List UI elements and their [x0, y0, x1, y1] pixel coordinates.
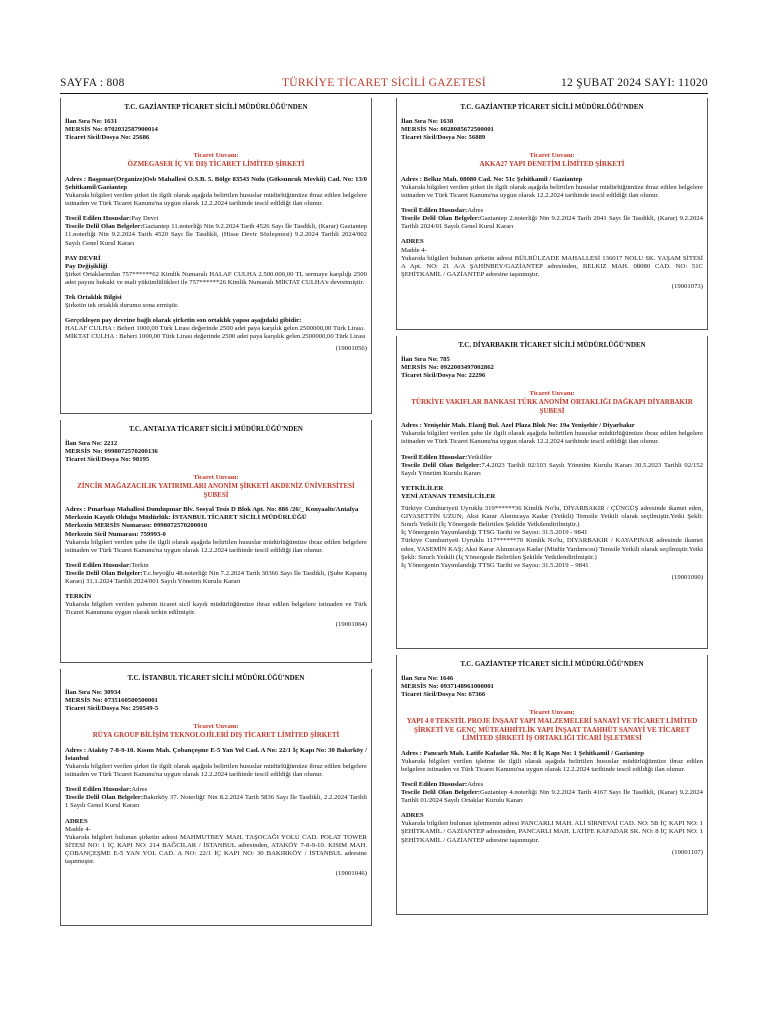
trade-name-label: Ticaret Unvanı: — [193, 152, 239, 160]
registered-matters: Tescil Edilen Hususlar:Terkin — [65, 561, 149, 569]
left-column — [60, 98, 372, 926]
subsection-heading: Tek Ortaklık Bilgisi — [65, 294, 122, 301]
company-address: Adres : Pancarlı Mah. Latife Kafadar Sk. No: 8 İç Kapı No: 1 Şehitkamil / Gaziantep — [401, 749, 644, 757]
mersis-no: MERSİS No: 0937148961000001 — [401, 683, 494, 691]
notice-meta — [401, 118, 703, 142]
partner-structure-heading: Gerçekleşen pay devrine bağlı olarak şirketin son ortaklık yapısı aşağıdaki gibidir: — [65, 317, 302, 325]
subsection-heading: Pay Değişikliği — [65, 262, 108, 270]
registered-matters: Tescil Edilen Hususlar:Adres — [65, 786, 148, 794]
notice-meta — [401, 675, 703, 699]
evidence-documents: Tescile Delil Olan Belgeler:T.c.beyoğlu 48.noterliği Nin 7.2.2024 Tarih 30366 Sayı İle Tasdikli, (Şube Kapanış Kararı) 31.1.2024 Tarihli 2024/001 Sayılı Yönetim Kurulu Kararı — [65, 569, 367, 586]
company-address: Adres : Yenişehir Mah. Elazığ Bul. Azel Plaza Blok No: 19a Yenişehir / Diyarbakır — [401, 422, 635, 430]
issue-date: 12 ŞUBAT 2024 SAYI: 11020 — [560, 77, 708, 89]
notice-intro: Yukarıda bilgileri verilen şirket ile ilgili olarak aşağıda belirtilen hususlar müdürlüğümüze ibraz edilen belgelere istinaden ve Türk Ticaret Kanunu'na uygun olarak 12.2.2024 tarihinde tescil edildiği ilan olunur. — [401, 183, 703, 200]
notice-intro: Yukarıda bilgileri verilen şirket ile ilgili olarak aşağıda belirtilen hususlar müdürlüğümüze ibraz edilen belgelere istinaden ve Türk Ticaret Kanunu'na uygun olarak 12.2.2024 tarihinde tescil edildiği ilan olunur. — [65, 192, 367, 208]
trade-name-label: Ticaret Unvanı: — [193, 723, 239, 731]
directive-reference: İç Yönergenin Yayımlandığı TTSG Tarihi ve Sayısı: 31.5.2019 - 9841 — [401, 529, 588, 537]
head-office-sicil: Merkezin Sicil Numarası: 759993-0 — [65, 530, 166, 538]
company-address: Adres : Belkız Mah. 08080 Cad. No: 51c Şehitkamil / Gaziantep — [401, 175, 583, 183]
registered-matters: Tescil Edilen Hususlar:Pay Devri — [65, 215, 159, 223]
address-change-text: Yukarıda bilgileri bulunan şirketin adresi MAHMUTBEY MAH. TAŞOCAĞI YOLU CAD. POLAT TOWER SİTESİ NO: 1 İÇ KAPI NO: 214 BAĞCILAR / İSTANBUL adresinden, ATAKÖY 7-8-9-10. KISIM MAH. ÇOBANÇEŞME E-5 YAN YOL CAD. A NO: 22/1 İÇ KAPI NO: 30 BAKIRKÖY / İSTANBUL adresine taşınmıştır. — [65, 833, 367, 865]
notice-intro: Yukarıda bilgileri verilen şube ile ilgili olarak aşağıda belirtilen hususlar müdürlüğümüze ibraz edilen belgelere istinaden ve Türk Ticaret Kanunu'na uygun olarak 12.2.2024 tarihinde tescil edildiği ilan olunur. — [65, 538, 367, 554]
page-header — [60, 77, 708, 97]
trade-name-label: Ticaret Unvanı: — [529, 152, 575, 160]
ilan-sira-no: İlan Sıra No: 1646 — [401, 675, 454, 683]
sicil-no: Ticaret Sicil/Dosya No: 56889 — [401, 134, 486, 142]
notice-intro: Yukarıda bilgileri verilen şirket ile ilgili olarak aşağıda belirtilen hususlar müdürlüğümüze ibraz edilen belgelere istinaden ve Türk Ticaret Kanunu'na uygun olarak 12.2.2024 tarihinde tescil edildiği ilan olunur. — [65, 763, 367, 779]
partner-entry: MİKTAT CULHA : Beheri 1000,00 Türk Lirası değerinde 2500 adet paya karşılık gelen 2500000,00 Türk Lirası — [65, 333, 366, 341]
representative-entry: Türkiye Cumhuriyeti Uyruklu 117******70 Kimlik No'lu, DİYARBAKIR / KAYAPINAR adresinde ikamet eden, YASEMİN KAŞ; Aksi Karar Alınıncaya Kadar (Müdür Yardımcısı) Temsile Yetkili olarak seçilmiştir.Yetki Şekli: Sınırlı Yetkili (İç Yönergede Belirtilen Şekilde Yetkilendirilmiştir.) — [401, 537, 703, 561]
section-heading: PAY DEVRİ — [65, 254, 101, 262]
subsection-heading: YENİ ATANAN TEMSİLCİLER — [401, 492, 496, 500]
section-heading: ADRES — [65, 817, 88, 825]
section-heading: YETKİLİLER — [401, 484, 444, 492]
notice-reference: (19001056) — [335, 345, 367, 353]
section-heading: ADRES — [401, 812, 424, 820]
company-name: ÖZMEGASER İÇ VE DIŞ TİCARET LİMİTED ŞİRKETİ — [127, 160, 305, 169]
notice-meta — [401, 356, 703, 380]
section-heading: TERKİN — [65, 593, 92, 601]
mersis-no: MERSİS No: 0735160500500001 — [65, 697, 158, 705]
article-label: Madde 4- — [65, 825, 91, 833]
sicil-no: Ticaret Sicil/Dosya No: 250549-5 — [65, 705, 159, 713]
notice-meta — [65, 440, 367, 464]
address-change-text: Yukarıda bilgileri bulunan şirketin adresi BÜLBÜLZADE MAHALLESİ 136017 NOLU SK. YAŞAM SİTESİ A Apt. NO: 21 A/A ŞAHİNBEY/GAZİANTEP adresinden, BELKIZ MAH. 08080 CAD. NO: 51C ŞEHİTKAMİL / GAZİANTEP adresine taşınmıştır. — [401, 254, 703, 278]
directive-reference: İç Yönergenin Yayımlandığı TTSG Tarihi ve Sayısı: 31.5.2019 – 9841 — [401, 561, 589, 569]
registry-office-title: T.C. GAZİANTEP TİCARET SİCİLİ MÜDÜRLÜĞÜ'NDEN — [460, 103, 644, 111]
sicil-no: Ticaret Sicil/Dosya No: 98195 — [65, 456, 150, 464]
company-name: AKKA27 YAPI DENETİM LİMİTED ŞİRKETİ — [479, 160, 625, 169]
registry-office-title: T.C. GAZİANTEP TİCARET SİCİLİ MÜDÜRLÜĞÜ'NDEN — [124, 103, 308, 111]
trade-name-label: Ticaret Unvanı: — [529, 709, 575, 717]
notice-ruya-group — [60, 669, 372, 926]
notice-intro: Yukarıda bilgileri verilen şube ile ilgili olarak aşağıda belirtilen hususlar müdürlüğümüze ibraz edilen belgelere istinaden ve Türk Ticaret Kanunu'na uygun olarak 12.2.2024 tarihinde tescil edildiği ilan olunur. — [401, 430, 703, 446]
evidence-documents: Tescile Delil Olan Belgeler:Gaziantep 11.noterliği Nin 9.2.2024 Tarih 4526 Sayı İle Tasdikli, (Karar) Gaziantep 11.noterliği Nin 9.2.2024 Tarih 4520 Sayı İle Tasdikli, (Hisse Devir Sözleşmesi) 9.2.2024 Tarihli 2024/002 Sayılı Genel Kurul Kararı — [65, 223, 368, 247]
share-transfer-text: Şirket Ortaklarından 757******62 Kimlik Numaralı HALAF CULHA 2.500.000,00 TL sermaye karşılığı 2500 adet payını hukuki ve mali yükümlülükleri ile 757******26 Kimlik Numaralı MİKTAT CULHA'e devretmiştir. — [65, 270, 367, 286]
company-address: Adres : Ataköy 7-8-9-10. Kısım Mah. Çobançeşme E-5 Yan Yol Cad. A No: 22/1 İç Kapı No: 30 Bakırköy / İstanbul — [65, 746, 367, 762]
evidence-documents: Tescile Delil Olan Belgeler:Gaziantep 4.noterliği Nin 9.2.2024 Tarih 4167 Sayı İle Tasdikli, (Karar) 9.2.2024 Tarihli 01/2024 Sayılı Ortaklar Kurulu Kararı — [401, 789, 703, 805]
company-name: TÜRKİYE VAKIFLAR BANKASI TÜRK ANONİM ORTAKLIĞI DAĞKAPI DİYARBAKIR ŞUBESİ — [411, 398, 693, 415]
notice-reference: (19001064) — [335, 621, 367, 629]
page-number: SAYFA : 808 — [60, 77, 125, 89]
sole-partnership-text: Şirketin tek ortaklık durumu sona ermiştir. — [65, 302, 179, 310]
notice-vakifbank — [396, 336, 708, 649]
registry-office-title: T.C. İSTANBUL TİCARET SİCİLİ MÜDÜRLÜĞÜ'NDEN — [127, 674, 305, 682]
notice-reference: (19001107) — [672, 848, 703, 856]
mersis-no: MERSİS No: 0028085672500001 — [401, 126, 494, 134]
address-change-text: Yukarıda bilgileri bulunan işletmenin adresi PANCARLI MAH. ALİ SİRNEVAİ CAD. NO: 5B İÇ KAPI NO: 1 ŞEHİTKAMİL / GAZİANTEP adresinden, PANCARLI MAH. LATİFE KAFADAR SK. NO: 8 İÇ KAPI NO: 1 ŞEHİTKAMİL / GAZİANTEP adresine taşınmıştır. — [401, 820, 703, 844]
mersis-no: MERSİS No: 0998072570200136 — [65, 448, 158, 456]
section-heading: ADRES — [401, 238, 424, 246]
sicil-no: Ticaret Sicil/Dosya No: 25686 — [65, 134, 150, 142]
trade-name-label: Ticaret Unvanı: — [529, 390, 575, 398]
deregistration-text: Yukarıda bilgileri verilen şubenin ticaret sicil kaydı müdürlüğümüze ibraz edilen belgelere istinaden ve Türk Ticaret Kanununa uygun olarak terkin edilmiştir. — [65, 601, 367, 617]
ilan-sira-no: İlan Sıra No: 1631 — [65, 118, 118, 126]
company-name: ZİNCİR MAĞAZACILIK YATIRIMLARI ANONİM ŞİRKETİ AKDENİZ ÜNİVERSİTESİ ŞUBESİ — [77, 482, 355, 499]
registry-office-title: T.C. ANTALYA TİCARET SİCİLİ MÜDÜRLÜĞÜ'NDEN — [128, 425, 303, 433]
registered-matters: Tescil Edilen Hususlar:Yetkililer — [401, 453, 493, 461]
ilan-sira-no: İlan Sıra No: 785 — [401, 356, 450, 364]
head-office-registry: Merkezin Kayıtlı Olduğu Müdürlük: İSTANBUL TİCARET SİCİLİ MÜDÜRLÜĞÜ — [65, 514, 307, 522]
notice-zincir — [60, 420, 372, 663]
ilan-sira-no: İlan Sıra No: 2212 — [65, 440, 118, 448]
company-name: YAPI 4 0 TEKSTİL PROJE İNŞAAT YAPI MALZEMELERİ SANAYİ VE TİCARET LİMİTED ŞİRKETİ VE GENÇ MÜTEAHHİTLİK YAPI İNŞAAT TAAHHÜT SANAYİ VE TİCARET LİMİTED ŞİRKETİ İŞ ORTAKLIĞI TİCARİ İŞLETMESİ — [406, 717, 698, 743]
mersis-no: MERSİS No: 0922003497002862 — [401, 364, 494, 372]
ilan-sira-no: İlan Sıra No: 30934 — [65, 689, 121, 697]
company-name: RÜYA GROUP BİLİŞİM TEKNOLOJİLERİ DIŞ TİCARET LİMİTED ŞİRKETİ — [92, 731, 340, 740]
notice-meta — [65, 118, 367, 142]
sicil-no: Ticaret Sicil/Dosya No: 67366 — [401, 691, 486, 699]
notice-reference: (19001046) — [335, 870, 367, 878]
representative-entry: Türkiye Cumhuriyeti Uyruklu 319******36 Kimlik No'lu, DİYARBAKIR / ÇÜNGÜŞ adresinde ikamet eden, GIYASETTİN UZUN; Aksi Karar Alınıncaya Kadar (Yetkili) Temsile Yetkili olarak seçilmiştir.Yetki Şekli: Sınırlı Yetkili (İç Yönergede Belirtilen Şekilde Yetkilendirilmiştir.) — [401, 505, 703, 529]
partner-entry: HALAF CULHA : Beheri 1000,00 Türk Lirası değerinde 2500 adet paya karşılık gelen 2500000,00 Türk Lirası. — [65, 325, 365, 333]
trade-name-label: Ticaret Unvanı: — [193, 474, 239, 482]
article-label: Madde 4- — [401, 246, 427, 254]
notice-akka27 — [396, 98, 708, 330]
gazette-title: TÜRKİYE TİCARET SİCİLİ GAZETESİ — [281, 77, 487, 89]
notice-ozmegaser — [60, 98, 372, 414]
mersis-no: MERSİS No: 0702032587900014 — [65, 126, 158, 134]
registered-matters: Tescil Edilen Hususlar:Adres — [401, 780, 484, 788]
evidence-documents: Tescile Delil Olan Belgeler:7.4.2023 Tarihli 02/103 Sayılı Yönetim Kurulu Kararı 30.5.2023 Tarihli 02/152 Sayılı Yönetim Kurulu Kararı — [401, 461, 703, 477]
company-address: Adres : Başpınar(Organize)Osb Mahallesi O.S.B. 5. Bölge 83543 Nolu (Göksuncuk Mevkii) Cad. No: 13/0 Şehitkamil/Gaziantep — [65, 175, 367, 191]
notice-yapi-40 — [396, 655, 708, 915]
right-column — [396, 98, 708, 915]
head-office-mersis: Merkezin MERSİS Numarası: 0998072570200010 — [65, 522, 208, 530]
notice-reference: (19001090) — [671, 573, 703, 581]
ilan-sira-no: İlan Sıra No: 1638 — [401, 118, 454, 126]
evidence-documents: Tescile Delil Olan Belgeler:Bakırköy 37. Noterliği' Nin 8.2.2024 Tarih 5836 Sayı İle Tasdikli, 2.2.2024 Tarihli 1 Sayılı Genel Kurul Kararı — [65, 794, 367, 810]
sicil-no: Ticaret Sicil/Dosya No: 22296 — [401, 372, 486, 380]
registry-office-title: T.C. DİYARBAKIR TİCARET SİCİLİ MÜDÜRLÜĞÜ'NDEN — [458, 341, 646, 349]
notice-meta — [65, 689, 367, 713]
registry-office-title: T.C. GAZİANTEP TİCARET SİCİLİ MÜDÜRLÜĞÜ'NDEN — [460, 660, 644, 668]
evidence-documents: Tescile Delil Olan Belgeler:Gaziantep 2.noterliği Nin 9.2.2024 Tarih 2041 Sayı İle Tasdikli, (Karar) 9.2.2024 Tarihli 2024/01 Sayılı Genel Kurul Kararı — [401, 215, 703, 231]
header-rule — [60, 93, 708, 94]
notice-intro: Yukarıda bilgileri verilen işletme ile ilgili olarak aşağıda belirtilen hususlar müdürlüğümüze ibraz edilen belgelere istinaden ve Türk Ticaret Kanunu'na uygun olarak 12.2.2024 tarihinde tescil edildiği ilan olunur. — [401, 757, 703, 773]
notice-reference: (19001073) — [671, 282, 703, 290]
company-address: Adres : Pınarbaşı Mahallesi Dumlupınar Blv. Sosyal Tesis D Blok Apt. No: 886 /26/_ Konyaaltı/Antalya — [65, 506, 359, 514]
registered-matters: Tescil Edilen Hususlar:Adres — [401, 207, 484, 215]
